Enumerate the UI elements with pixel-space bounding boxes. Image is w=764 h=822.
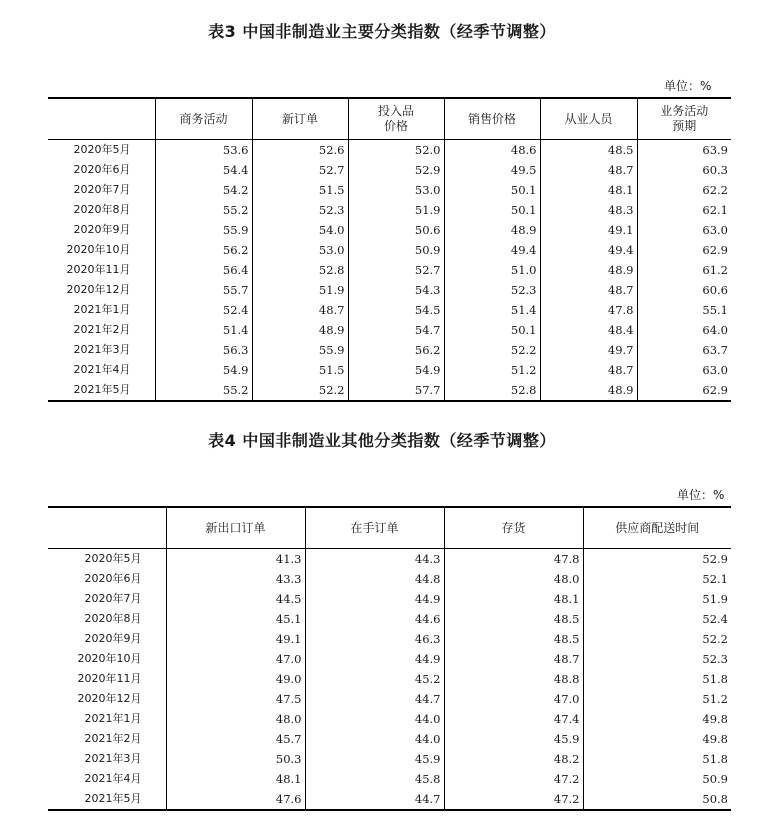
table-cell: 62.1 xyxy=(637,200,731,220)
table-cell: 48.7 xyxy=(444,649,583,669)
column-header: 供应商配送时间 xyxy=(583,507,731,549)
row-label: 2020年6月 xyxy=(84,572,142,585)
table-cell: 54.9 xyxy=(348,360,444,380)
table-cell: 44.9 xyxy=(305,649,444,669)
table-cell: 52.9 xyxy=(583,549,731,570)
table-cell: 53.0 xyxy=(252,240,348,260)
table-cell: 49.1 xyxy=(540,220,637,240)
table-cell: 52.8 xyxy=(444,380,540,401)
table-cell: 45.9 xyxy=(444,729,583,749)
table-cell: 54.4 xyxy=(155,160,252,180)
table4 xyxy=(48,506,731,811)
table-cell: 44.5 xyxy=(166,589,305,609)
table-cell: 51.8 xyxy=(583,669,731,689)
table-cell: 51.9 xyxy=(348,200,444,220)
table-cell: 48.4 xyxy=(540,320,637,340)
table-cell: 63.0 xyxy=(637,220,731,240)
table-cell: 50.1 xyxy=(444,320,540,340)
row-label: 2020年9月 xyxy=(84,632,142,645)
table-cell: 55.2 xyxy=(155,200,252,220)
table-cell: 52.4 xyxy=(583,609,731,629)
table-cell: 52.4 xyxy=(155,300,252,320)
row-label: 2020年9月 xyxy=(73,223,131,236)
table-row xyxy=(48,789,731,810)
table-cell: 48.6 xyxy=(444,140,540,161)
table-cell: 48.0 xyxy=(166,709,305,729)
table-cell: 54.0 xyxy=(252,220,348,240)
table-cell: 51.5 xyxy=(252,180,348,200)
header-corner xyxy=(48,507,166,549)
table-cell: 52.8 xyxy=(252,260,348,280)
table-cell: 51.4 xyxy=(155,320,252,340)
row-label: 2021年2月 xyxy=(84,732,142,745)
row-label: 2021年3月 xyxy=(84,752,142,765)
table-cell: 47.0 xyxy=(444,689,583,709)
table3 xyxy=(48,97,731,402)
table-row xyxy=(48,569,731,589)
row-label: 2020年6月 xyxy=(73,163,131,176)
table-cell: 44.0 xyxy=(305,729,444,749)
row-label: 2020年5月 xyxy=(73,143,131,156)
table-cell: 44.3 xyxy=(305,549,444,570)
table-cell: 50.6 xyxy=(348,220,444,240)
table-cell: 60.6 xyxy=(637,280,731,300)
table-row xyxy=(48,220,731,240)
table-cell: 47.0 xyxy=(166,649,305,669)
table3-unit: 单位：% xyxy=(664,79,712,93)
table-cell: 56.4 xyxy=(155,260,252,280)
table-cell: 47.2 xyxy=(444,789,583,810)
table-cell: 52.9 xyxy=(348,160,444,180)
table-cell: 48.5 xyxy=(444,629,583,649)
table-cell: 49.1 xyxy=(166,629,305,649)
table-cell: 55.9 xyxy=(155,220,252,240)
table-cell: 49.7 xyxy=(540,340,637,360)
table-cell: 52.6 xyxy=(252,140,348,161)
table-cell: 52.3 xyxy=(583,649,731,669)
table-cell: 63.7 xyxy=(637,340,731,360)
table-cell: 51.8 xyxy=(583,749,731,769)
table-cell: 49.8 xyxy=(583,709,731,729)
table-row xyxy=(48,549,731,570)
table-cell: 48.7 xyxy=(252,300,348,320)
table-cell: 48.1 xyxy=(166,769,305,789)
table-cell: 64.0 xyxy=(637,320,731,340)
table4-header-row xyxy=(48,507,731,549)
table-cell: 45.2 xyxy=(305,669,444,689)
table-cell: 47.4 xyxy=(444,709,583,729)
table3-title: 表3 中国非制造业主要分类指数（经季节调整） xyxy=(208,22,556,41)
table-cell: 41.3 xyxy=(166,549,305,570)
table-cell: 50.9 xyxy=(583,769,731,789)
table-cell: 48.1 xyxy=(540,180,637,200)
column-header: 新订单 xyxy=(252,98,348,140)
table-row xyxy=(48,749,731,769)
header-corner xyxy=(48,98,155,140)
table-cell: 47.8 xyxy=(540,300,637,320)
table-cell: 48.7 xyxy=(540,360,637,380)
table-cell: 44.8 xyxy=(305,569,444,589)
table-cell: 52.3 xyxy=(252,200,348,220)
table-cell: 50.3 xyxy=(166,749,305,769)
table-cell: 43.3 xyxy=(166,569,305,589)
table-row xyxy=(48,689,731,709)
column-header: 在手订单 xyxy=(305,507,444,549)
column-header: 销售价格 xyxy=(444,98,540,140)
table-cell: 48.5 xyxy=(444,609,583,629)
row-label: 2020年7月 xyxy=(73,183,131,196)
table-cell: 57.7 xyxy=(348,380,444,401)
table-row xyxy=(48,340,731,360)
row-label: 2020年5月 xyxy=(84,552,142,565)
table-cell: 63.9 xyxy=(637,140,731,161)
table4-body xyxy=(48,549,731,811)
table-cell: 54.5 xyxy=(348,300,444,320)
table-row xyxy=(48,709,731,729)
table-cell: 48.9 xyxy=(252,320,348,340)
table-cell: 50.1 xyxy=(444,180,540,200)
table-cell: 47.2 xyxy=(444,769,583,789)
row-label: 2021年2月 xyxy=(73,323,131,336)
table-cell: 44.6 xyxy=(305,609,444,629)
row-label: 2020年7月 xyxy=(84,592,142,605)
table-cell: 48.9 xyxy=(540,380,637,401)
table-cell: 54.2 xyxy=(155,180,252,200)
row-label: 2021年1月 xyxy=(84,712,142,725)
table-row xyxy=(48,380,731,401)
table-cell: 56.2 xyxy=(155,240,252,260)
table-cell: 49.0 xyxy=(166,669,305,689)
column-header: 从业人员 xyxy=(540,98,637,140)
table3-body xyxy=(48,140,731,402)
table-cell: 48.8 xyxy=(444,669,583,689)
table-cell: 54.3 xyxy=(348,280,444,300)
table-cell: 45.7 xyxy=(166,729,305,749)
table-row xyxy=(48,649,731,669)
table-cell: 44.0 xyxy=(305,709,444,729)
table-cell: 48.1 xyxy=(444,589,583,609)
row-label: 2021年3月 xyxy=(73,343,131,356)
table-cell: 49.5 xyxy=(444,160,540,180)
table-cell: 50.1 xyxy=(444,200,540,220)
row-label: 2021年1月 xyxy=(73,303,131,316)
table-cell: 55.1 xyxy=(637,300,731,320)
table-cell: 48.5 xyxy=(540,140,637,161)
table-cell: 48.7 xyxy=(540,160,637,180)
table-cell: 44.9 xyxy=(305,589,444,609)
table-row xyxy=(48,180,731,200)
table-row xyxy=(48,629,731,649)
row-label: 2020年8月 xyxy=(73,203,131,216)
table-cell: 56.2 xyxy=(348,340,444,360)
table-cell: 49.8 xyxy=(583,729,731,749)
table-cell: 52.2 xyxy=(252,380,348,401)
table-cell: 51.5 xyxy=(252,360,348,380)
table-cell: 52.7 xyxy=(252,160,348,180)
table-cell: 62.9 xyxy=(637,240,731,260)
table-cell: 52.2 xyxy=(583,629,731,649)
row-label: 2021年4月 xyxy=(84,772,142,785)
table-cell: 61.2 xyxy=(637,260,731,280)
table-row xyxy=(48,140,731,161)
table-cell: 47.6 xyxy=(166,789,305,810)
table-row xyxy=(48,300,731,320)
table-row xyxy=(48,160,731,180)
table-cell: 49.4 xyxy=(540,240,637,260)
table-row xyxy=(48,200,731,220)
table-cell: 53.6 xyxy=(155,140,252,161)
table-row xyxy=(48,280,731,300)
table-cell: 44.7 xyxy=(305,789,444,810)
table-row xyxy=(48,769,731,789)
table-cell: 51.9 xyxy=(583,589,731,609)
column-header: 商务活动 xyxy=(155,98,252,140)
table4-title: 表4 中国非制造业其他分类指数（经季节调整） xyxy=(208,431,556,450)
table-cell: 50.9 xyxy=(348,240,444,260)
row-label: 2020年12月 xyxy=(66,283,131,296)
table-row xyxy=(48,320,731,340)
table-cell: 51.9 xyxy=(252,280,348,300)
table-cell: 50.8 xyxy=(583,789,731,810)
table-cell: 62.9 xyxy=(637,380,731,401)
table-cell: 44.7 xyxy=(305,689,444,709)
table-cell: 48.3 xyxy=(540,200,637,220)
row-label: 2021年5月 xyxy=(84,792,142,805)
table-cell: 62.2 xyxy=(637,180,731,200)
table-cell: 52.1 xyxy=(583,569,731,589)
table-cell: 55.7 xyxy=(155,280,252,300)
table-cell: 48.9 xyxy=(540,260,637,280)
table-cell: 52.2 xyxy=(444,340,540,360)
table-row xyxy=(48,260,731,280)
table-cell: 52.7 xyxy=(348,260,444,280)
table-cell: 51.4 xyxy=(444,300,540,320)
table-row xyxy=(48,669,731,689)
table-cell: 55.9 xyxy=(252,340,348,360)
table-cell: 48.7 xyxy=(540,280,637,300)
table-cell: 55.2 xyxy=(155,380,252,401)
table-cell: 47.5 xyxy=(166,689,305,709)
table-cell: 48.9 xyxy=(444,220,540,240)
table3-header-row xyxy=(48,98,731,140)
table-row xyxy=(48,240,731,260)
table-row xyxy=(48,360,731,380)
table-cell: 54.9 xyxy=(155,360,252,380)
table-cell: 51.0 xyxy=(444,260,540,280)
row-label: 2020年10月 xyxy=(66,243,131,256)
table-row xyxy=(48,609,731,629)
row-label: 2020年10月 xyxy=(77,652,142,665)
table-cell: 48.2 xyxy=(444,749,583,769)
row-label: 2020年11月 xyxy=(66,263,131,276)
table4-unit: 单位：% xyxy=(677,488,725,502)
table-cell: 45.8 xyxy=(305,769,444,789)
table-cell: 47.8 xyxy=(444,549,583,570)
table-row xyxy=(48,589,731,609)
column-header: 新出口订单 xyxy=(166,507,305,549)
row-label: 2021年4月 xyxy=(73,363,131,376)
row-label: 2020年8月 xyxy=(84,612,142,625)
row-label: 2020年12月 xyxy=(77,692,142,705)
table-cell: 49.4 xyxy=(444,240,540,260)
table-cell: 54.7 xyxy=(348,320,444,340)
row-label: 2021年5月 xyxy=(73,383,131,396)
column-header: 投入品 价格 xyxy=(348,98,444,140)
table-row xyxy=(48,729,731,749)
table-cell: 56.3 xyxy=(155,340,252,360)
table-cell: 51.2 xyxy=(583,689,731,709)
table-cell: 45.9 xyxy=(305,749,444,769)
table-cell: 48.0 xyxy=(444,569,583,589)
column-header: 存货 xyxy=(444,507,583,549)
row-label: 2020年11月 xyxy=(77,672,142,685)
table-cell: 60.3 xyxy=(637,160,731,180)
table-cell: 45.1 xyxy=(166,609,305,629)
table-cell: 52.3 xyxy=(444,280,540,300)
table-cell: 63.0 xyxy=(637,360,731,380)
table-cell: 52.0 xyxy=(348,140,444,161)
table-cell: 46.3 xyxy=(305,629,444,649)
column-header: 业务活动 预期 xyxy=(637,98,731,140)
table-cell: 51.2 xyxy=(444,360,540,380)
table-cell: 53.0 xyxy=(348,180,444,200)
